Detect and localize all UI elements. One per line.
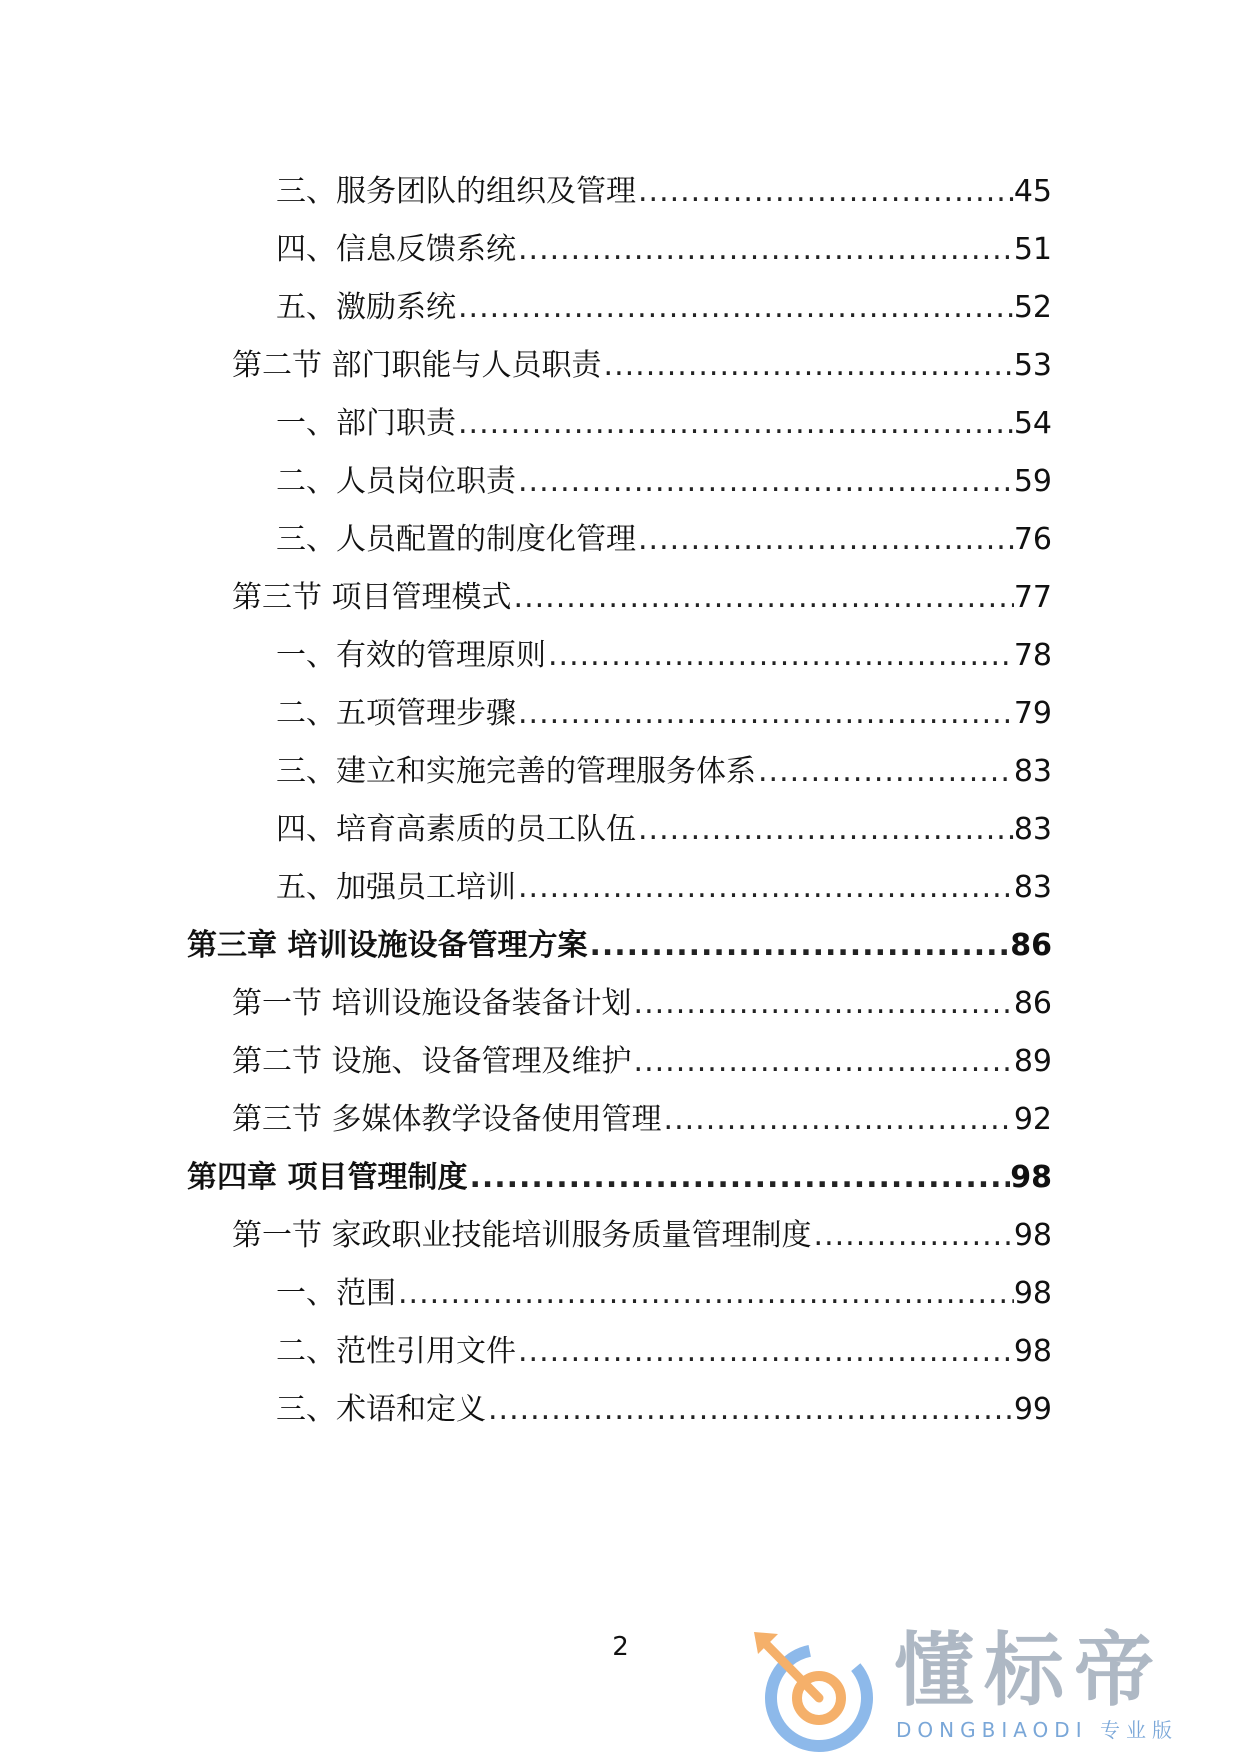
toc-entry-page: 78 — [1013, 638, 1052, 673]
toc-entry[interactable] — [232, 574, 1052, 618]
toc-entry-chapter[interactable] — [187, 922, 1052, 966]
toc-entry-page: 89 — [1013, 1044, 1052, 1079]
toc-entry-title: 二、范性引用文件 — [276, 1334, 516, 1369]
watermark-logo — [744, 1618, 1224, 1748]
toc-entry[interactable] — [276, 690, 1052, 734]
toc-entry[interactable] — [276, 864, 1052, 908]
toc-entry-title: 二、五项管理步骤 — [276, 696, 516, 731]
toc-entry-title: 五、加强员工培训 — [276, 870, 516, 905]
dot-leader — [486, 1390, 1014, 1430]
dot-leader — [812, 1216, 1014, 1256]
dot-leader — [662, 1100, 1014, 1140]
toc-entry-page: 45 — [1013, 174, 1052, 209]
toc-entry-page: 51 — [1013, 232, 1052, 267]
toc-entry-title: 一、有效的管理原则 — [276, 638, 546, 673]
toc-entry-page: 76 — [1013, 522, 1052, 557]
toc-entry-title: 四、信息反馈系统 — [276, 232, 516, 267]
target-arrow-icon — [744, 1618, 884, 1754]
toc-entry-page: 86 — [1010, 928, 1052, 963]
toc-entry-page: 59 — [1013, 464, 1052, 499]
toc-entry-page: 98 — [1010, 1160, 1052, 1195]
toc-entry-page: 79 — [1013, 696, 1052, 731]
toc-entry-page: 52 — [1013, 290, 1052, 325]
toc-entry[interactable] — [276, 632, 1052, 676]
dot-leader — [602, 346, 1014, 386]
toc-entry[interactable] — [276, 516, 1052, 560]
toc-entry-page: 98 — [1013, 1218, 1052, 1253]
dot-leader — [546, 636, 1014, 676]
dot-leader — [456, 404, 1014, 444]
toc-entry-page: 99 — [1013, 1392, 1052, 1427]
toc-entry-page: 86 — [1013, 986, 1052, 1021]
dot-leader — [587, 926, 1010, 966]
toc-entry[interactable] — [276, 1328, 1052, 1372]
toc-entry[interactable] — [276, 284, 1052, 328]
toc-entry-page: 53 — [1013, 348, 1052, 383]
watermark-subtitle: DONGBIAODI 专业版 — [896, 1718, 1178, 1742]
toc-entry[interactable] — [276, 806, 1052, 850]
toc-entry-page: 92 — [1013, 1102, 1052, 1137]
toc-entry[interactable] — [232, 1212, 1052, 1256]
toc-entry-chapter[interactable] — [187, 1154, 1052, 1198]
dot-leader — [467, 1158, 1010, 1198]
dot-leader — [516, 230, 1014, 270]
toc-entry[interactable] — [276, 1270, 1052, 1314]
toc-entry-page: 54 — [1013, 406, 1052, 441]
toc-entry-title: 第二节 部门职能与人员职责 — [232, 348, 602, 383]
dot-leader — [516, 1332, 1014, 1372]
toc-entry-page: 98 — [1013, 1334, 1052, 1369]
page-number: 2 — [612, 1632, 629, 1662]
dot-leader — [756, 752, 1014, 792]
toc-entry[interactable] — [232, 980, 1052, 1024]
dot-leader — [632, 984, 1014, 1024]
dot-leader — [636, 520, 1014, 560]
toc-entry-title: 三、术语和定义 — [276, 1392, 486, 1427]
watermark-brand: 懂标帝 — [894, 1624, 1164, 1717]
toc-entry-title: 第一节 家政职业技能培训服务质量管理制度 — [232, 1218, 812, 1253]
dot-leader — [516, 868, 1014, 908]
toc-entry-title: 第三节 项目管理模式 — [232, 580, 512, 615]
toc-entry[interactable] — [276, 168, 1052, 212]
toc-entry[interactable] — [276, 400, 1052, 444]
toc-entry-title: 第三节 多媒体教学设备使用管理 — [232, 1102, 662, 1137]
toc-entry[interactable] — [276, 458, 1052, 502]
dot-leader — [636, 810, 1014, 850]
dot-leader — [516, 694, 1014, 734]
dot-leader — [636, 172, 1014, 212]
dot-leader — [512, 578, 1014, 618]
toc-entry-page: 77 — [1013, 580, 1052, 615]
toc-entry-title: 三、服务团队的组织及管理 — [276, 174, 636, 209]
toc-entry-title: 一、部门职责 — [276, 406, 456, 441]
toc-entry-title: 四、培育高素质的员工队伍 — [276, 812, 636, 847]
dot-leader — [456, 288, 1014, 328]
toc-entry[interactable] — [232, 342, 1052, 386]
dot-leader — [516, 462, 1014, 502]
toc-entry-page: 83 — [1013, 812, 1052, 847]
toc-entry-title: 三、建立和实施完善的管理服务体系 — [276, 754, 756, 789]
toc-entry-title: 二、人员岗位职责 — [276, 464, 516, 499]
dot-leader — [396, 1274, 1014, 1314]
toc-entry-title: 第一节 培训设施设备装备计划 — [232, 986, 632, 1021]
dot-leader — [632, 1042, 1014, 1082]
toc-entry-title: 第二节 设施、设备管理及维护 — [232, 1044, 632, 1079]
toc-entry-title: 五、激励系统 — [276, 290, 456, 325]
toc-entry-page: 83 — [1013, 870, 1052, 905]
toc-entry[interactable] — [232, 1096, 1052, 1140]
toc-entry[interactable] — [276, 226, 1052, 270]
toc-entry-title: 三、人员配置的制度化管理 — [276, 522, 636, 557]
toc-entry[interactable] — [232, 1038, 1052, 1082]
toc-entry[interactable] — [276, 748, 1052, 792]
toc-entry[interactable] — [276, 1386, 1052, 1430]
toc-entry-title: 一、范围 — [276, 1276, 396, 1311]
toc-entry-page: 83 — [1013, 754, 1052, 789]
toc-entry-title: 第四章 项目管理制度 — [187, 1160, 468, 1195]
toc-entry-page: 98 — [1013, 1276, 1052, 1311]
toc-entry-title: 第三章 培训设施设备管理方案 — [187, 928, 588, 963]
